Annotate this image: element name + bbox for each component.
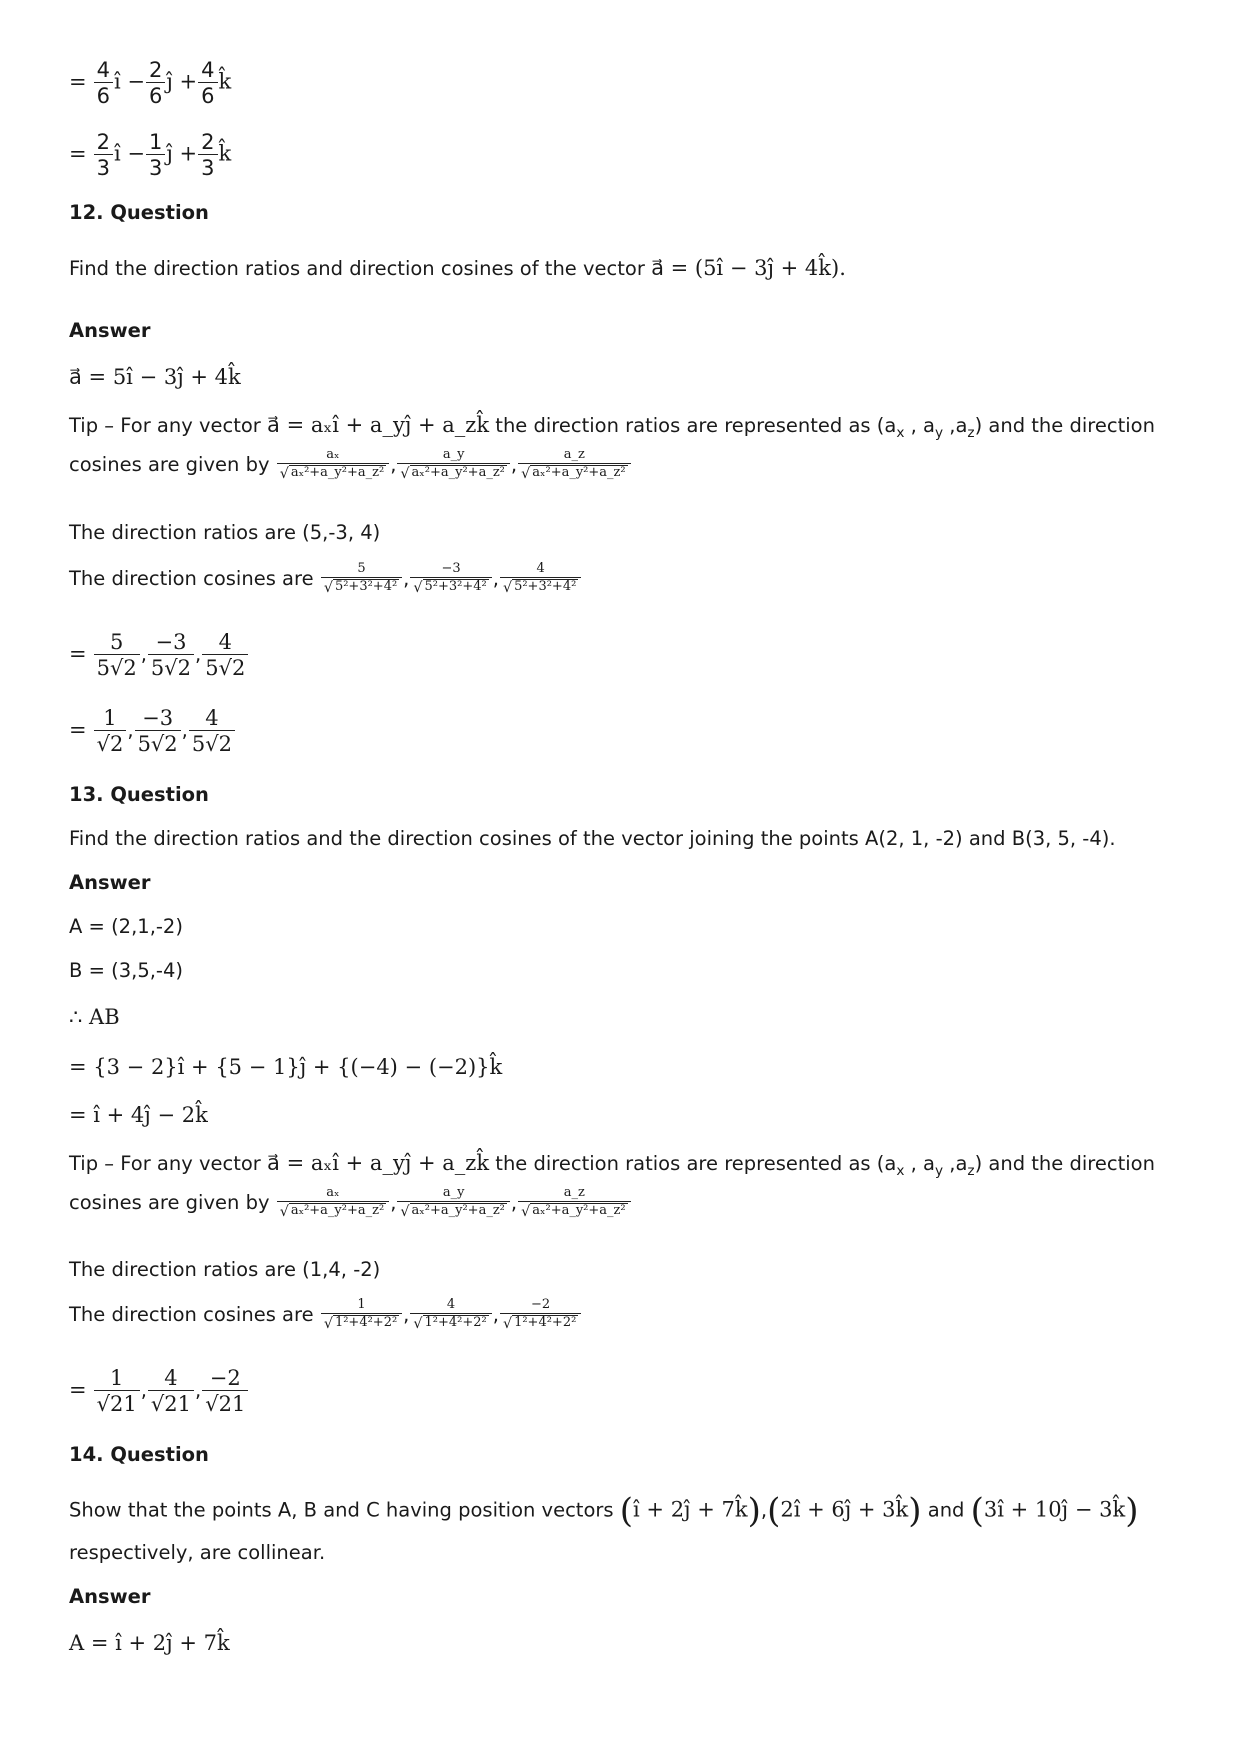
question-text-continued: respectively, are collinear. <box>69 1541 326 1564</box>
equation-line: = $\frac{1}{√21}$ , $\frac{4}{√21}$ , $\frac{-2}{√21}$ <box>69 1366 249 1416</box>
answer-label: Answer <box>69 319 151 342</box>
point-b: B = (3,5,-4) <box>69 959 183 982</box>
question-text: Show that the points A, B and C having position vectors (î + 2ĵ + 7k̂),(2î + 6ĵ + 3k̂) and (3î + 10ĵ − 3k̂) <box>69 1491 1139 1531</box>
equation-line: = î + 4ĵ − 2k̂ <box>69 1103 208 1127</box>
direction-cosines: The direction cosines are 1 √ 1²+4²+2² , 4 √ 1²+4²+2² , −2 √ 1²+4²+2² <box>69 1298 582 1333</box>
vector-definition: a⃗ = 5î − 3ĵ + 4k̂ <box>69 365 241 389</box>
question-text: Find the direction ratios and direction cosines of the vector a⃗ = (5î − 3ĵ + 4k̂). <box>69 256 846 280</box>
question-heading: 13. Question <box>69 783 209 806</box>
cosines-formula: cosines are given by aₓ √ aₓ²+a_y²+a_z² , a_y √ aₓ²+a_y²+a_z² , a_z √ aₓ²+a_y²+a_z² <box>69 1186 632 1221</box>
equation-line: = {3 − 2}î + {5 − 1}ĵ + {(−4) − (−2)}k̂ <box>69 1055 503 1079</box>
answer-label: Answer <box>69 1585 151 1608</box>
question-heading: 12. Question <box>69 201 209 224</box>
tip-text: Tip – For any vector a⃗ = aₓî + a_yĵ + a_zk̂ the direction ratios are represented as ($a_x$ , $a_y$ $,a_z$) and the direction <box>69 1151 1155 1179</box>
cosines-formula: cosines are given by aₓ √ aₓ²+a_y²+a_z² , a_y √ aₓ²+a_y²+a_z² , a_z √ aₓ²+a_y²+a_z² <box>69 448 632 483</box>
answer-label: Answer <box>69 871 151 894</box>
equation-line: = $\frac{4}{6}$ î − $\frac{2}{6}$ ĵ + $\frac{4}{6}$ k̂ <box>69 58 232 109</box>
equation-line: = $\frac{5}{5√2}$ , $\frac{-3}{5√2}$ , $\frac{4}{5√2}$ <box>69 630 249 680</box>
question-text: Find the direction ratios and the direction cosines of the vector joining the points A(2, 1, -2) and B(3, 5, -4). <box>69 827 1116 850</box>
equation-line: = $\frac{1}{√2}$ , $\frac{-3}{5√2}$ , $\frac{4}{5√2}$ <box>69 706 236 756</box>
direction-ratios: The direction ratios are (1,4, -2) <box>69 1258 381 1281</box>
point-a: A = (2,1,-2) <box>69 915 183 938</box>
direction-cosines: The direction cosines are 5 √ 5²+3²+4² , −3 √ 5²+3²+4² , 4 √ 5²+3²+4² <box>69 562 582 597</box>
question-heading: 14. Question <box>69 1443 209 1466</box>
equation-line: = $\frac{2}{3}$ î − $\frac{1}{3}$ ĵ + $\frac{2}{3}$ k̂ <box>69 130 232 181</box>
therefore-ab: ∴ AB <box>69 1005 120 1029</box>
tip-text: Tip – For any vector a⃗ = aₓî + a_yĵ + a_zk̂ the direction ratios are represented as ($a_x$ , $a_y$ $,a_z$) and the direction <box>69 413 1155 441</box>
vector-a: A = î + 2ĵ + 7k̂ <box>69 1631 230 1655</box>
direction-ratios: The direction ratios are (5,-3, 4) <box>69 521 381 544</box>
